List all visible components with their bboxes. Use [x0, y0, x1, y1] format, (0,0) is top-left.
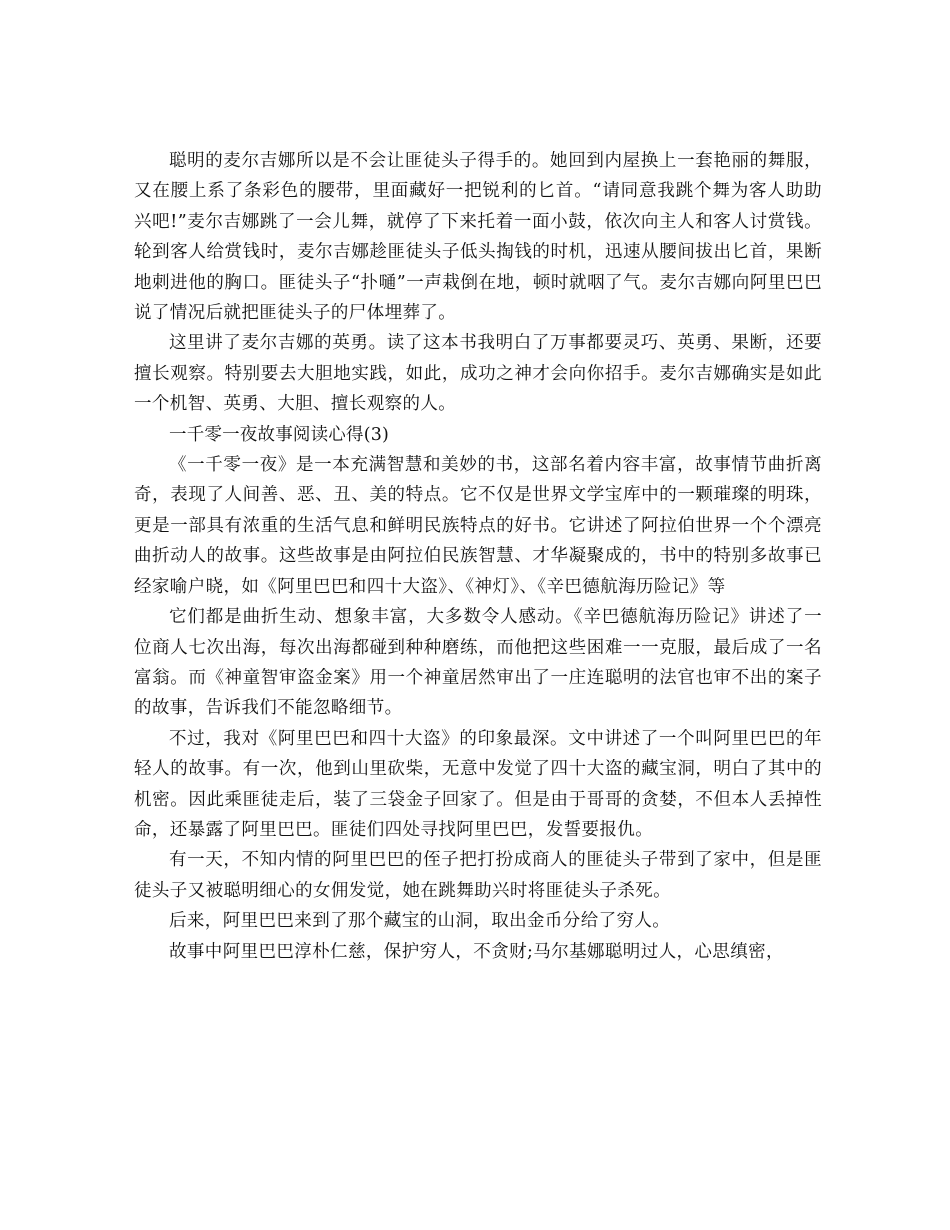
paragraph-marjana-dance: 聪明的麦尔吉娜所以是不会让匪徒头子得手的。她回到内屋换上一套艳丽的舞服，又在腰上系了条彩色的腰带，里面藏好一把锐利的匕首。“请同意我跳个舞为客人助助兴吧!”麦尔吉娜跳了一会儿舞，就停了下来托着一面小鼓，依次向主人和客人讨赏钱。轮到客人给赏钱时，麦尔吉娜趁匪徒头子低头掏钱的时机，迅速从腰间拔出匕首，果断地刺进他的胸口。匪徒头子“扑嗵”一声栽倒在地，顿时就咽了气。麦尔吉娜向阿里巴巴说了情况后就把匪徒头子的尸体埋葬了。 — [134, 151, 822, 324]
paragraph-character-summary: 故事中阿里巴巴淳朴仁慈，保护穷人，不贪财;马尔基娜聪明过人，心思缜密， — [169, 941, 784, 962]
paragraph-cave-gold: 后来，阿里巴巴来到了那个藏宝的山洞，取出金币分给了穷人。 — [169, 911, 671, 932]
paragraph-book-intro: 《一千零一夜》是一本充满智慧和美妙的书，这部名着内容丰富，故事情节曲折离奇，表现了人间善、恶、丑、美的特点。它不仅是世界文学宝库中的一颗璀璨的明珠，更是一部具有浓重的生活气息和鲜明民族特点的好书。它讲述了阿拉伯世界一个个漂亮曲折动人的故事。这些故事是由阿拉伯民族智慧、才华凝聚成的，书中的特别多故事已经家喻户晓，如《阿里巴巴和四十大盗》、《神灯》、《辛巴德航海历险记》等 — [134, 455, 822, 597]
paragraph-nephew: 有一天，不知内情的阿里巴巴的侄子把打扮成商人的匪徒头子带到了家中，但是匪徒头子又被聪明细心的女佣发觉，她在跳舞助兴时将匪徒头子杀死。 — [134, 850, 822, 901]
paragraph-ali-baba: 不过，我对《阿里巴巴和四十大盗》的印象最深。文中讲述了一个叫阿里巴巴的年轻人的故事。有一次，他到山里砍柴，无意中发觉了四十大盗的藏宝洞，明白了其中的机密。因此乘匪徒走后，装了三袋金子回家了。但是由于哥哥的贪婪，不但本人丢掉性命，还暴露了阿里巴巴。匪徒们四处寻找阿里巴巴，发誓要报仇。 — [134, 728, 822, 840]
document-page — [134, 146, 822, 967]
paragraph-marjana-bravery: 这里讲了麦尔吉娜的英勇。读了这本书我明白了万事都要灵巧、英勇、果断，还要擅长观察。特别要去大胆地实践，如此，成功之神才会向你招手。麦尔吉娜确实是如此一个机智、英勇、大胆、擅长观察的人。 — [134, 333, 822, 415]
section-heading: 一千零一夜故事阅读心得(3) — [169, 424, 390, 445]
paragraph-sinbad: 它们都是曲折生动、想象丰富，大多数令人感动。《辛巴德航海历险记》讲述了一位商人七次出海，每次出海都碰到种种磨练，而他把这些困难一一克服，最后成了一名富翁。而《神童智审盗金案》用一个神童居然审出了一庄连聪明的法官也审不出的案子的故事，告诉我们不能忽略细节。 — [134, 607, 822, 719]
